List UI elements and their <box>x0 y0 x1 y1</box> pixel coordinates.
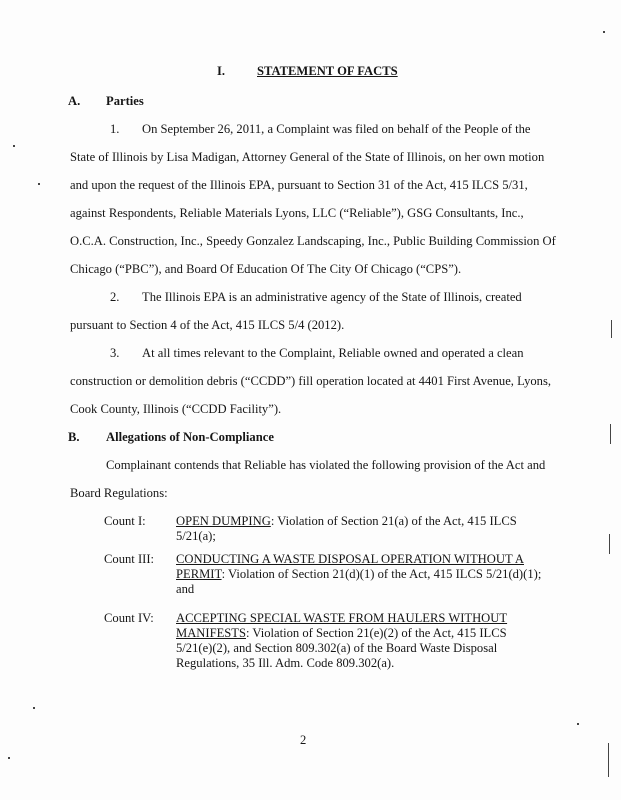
scan-speck <box>577 723 579 725</box>
page-number: 2 <box>300 733 307 747</box>
para1-line: and upon the request of the Illinois EPA, pursuant to Section 31 of the Act, 415 ILCS 5/31, <box>70 178 528 192</box>
scan-speck <box>8 757 10 759</box>
scan-mark <box>609 534 610 554</box>
count-title: PERMIT <box>176 567 222 581</box>
para1-line: O.C.A. Construction, Inc., Speedy Gonzalez Landscaping, Inc., Public Building Commission Of <box>70 234 556 248</box>
intro-line: Board Regulations: <box>70 486 168 500</box>
count-title: ACCEPTING SPECIAL WASTE FROM HAULERS WITHOUT <box>176 611 508 625</box>
count-label: Count IV: <box>104 611 154 625</box>
para3-line: Cook County, Illinois (“CCDD Facility”). <box>70 402 282 416</box>
section-a-letter: A. <box>68 94 81 108</box>
scan-mark <box>611 320 612 338</box>
count-line <box>176 514 517 529</box>
scan-speck <box>13 145 15 147</box>
scan-mark <box>610 424 611 444</box>
count-label: Count III: <box>104 552 155 566</box>
para3-line: construction or demolition debris (“CCDD”) fill operation located at 4401 First Avenue, Lyons, <box>70 374 552 388</box>
para2-number: 2. <box>110 290 120 304</box>
para2-line: The Illinois EPA is an administrative agency of the State of Illinois, created <box>142 290 522 304</box>
count-text: : Violation of Section 21(e)(2) of the Act, 415 ILCS <box>245 626 507 640</box>
scan-speck <box>38 183 40 185</box>
count-line: Regulations, 35 Ill. Adm. Code 809.302(a). <box>176 656 395 670</box>
heading-title: STATEMENT OF FACTS <box>257 64 398 78</box>
para1-number: 1. <box>110 122 120 136</box>
count-title: MANIFESTS <box>176 626 246 640</box>
count-label: Count I: <box>104 514 146 528</box>
count-line <box>176 626 507 641</box>
para3-number: 3. <box>110 346 120 360</box>
count-line: 5/21(a); <box>176 529 216 543</box>
para1-line: Chicago (“PBC”), and Board Of Education Of The City Of Chicago (“CPS”). <box>70 262 462 276</box>
count-title: OPEN DUMPING <box>176 514 271 528</box>
count-text: : Violation of Section 21(d)(1) of the Act, 415 ILCS 5/21(d)(1); <box>221 567 542 581</box>
scan-speck <box>33 707 35 709</box>
para2-line: pursuant to Section 4 of the Act, 415 ILCS 5/4 (2012). <box>70 318 345 332</box>
para1-line: State of Illinois by Lisa Madigan, Attorney General of the State of Illinois, on her own motion <box>70 150 545 164</box>
count-title: CONDUCTING A WASTE DISPOSAL OPERATION WITHOUT A <box>176 552 524 566</box>
scan-speck <box>603 31 605 33</box>
para3-line: At all times relevant to the Complaint, Reliable owned and operated a clean <box>142 346 524 360</box>
count-line: 5/21(e)(2), and Section 809.302(a) of the Board Waste Disposal <box>176 641 498 655</box>
para1-line: against Respondents, Reliable Materials Lyons, LLC (“Reliable”), GSG Consultants, Inc., <box>70 206 524 220</box>
count-line: and <box>176 582 195 596</box>
count-text: : Violation of Section 21(a) of the Act, 415 ILCS <box>270 514 517 528</box>
section-b-letter: B. <box>68 430 80 444</box>
section-b-title: Allegations of Non-Compliance <box>106 430 274 444</box>
scan-mark <box>608 743 609 777</box>
count-line <box>176 567 541 582</box>
section-a-title: Parties <box>106 94 144 108</box>
heading-number: I. <box>217 64 226 78</box>
intro-line: Complainant contends that Reliable has violated the following provision of the Act and <box>106 458 546 472</box>
para1-line: On September 26, 2011, a Complaint was filed on behalf of the People of the <box>142 122 531 136</box>
